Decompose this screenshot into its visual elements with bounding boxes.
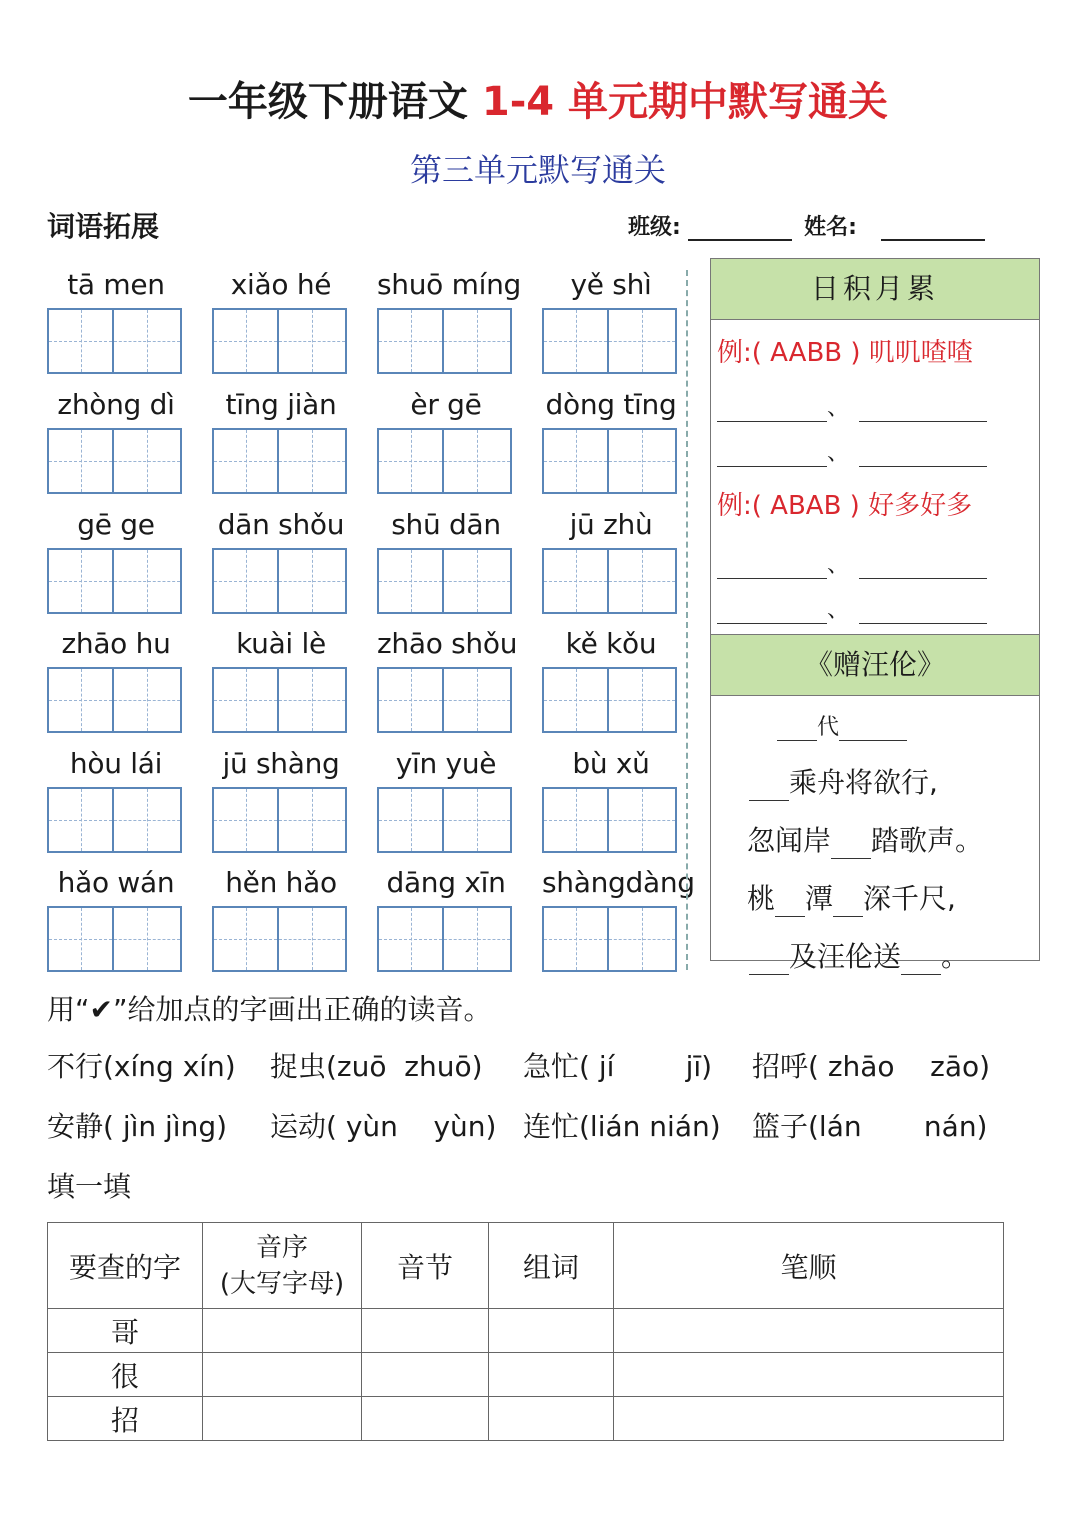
writing-grid [377,906,515,972]
writing-grid [47,787,185,853]
writing-cell[interactable] [609,787,677,853]
writing-grid [542,548,680,614]
name-label: 姓名: [804,215,857,240]
panel-header-accumulate: 日积月累 [711,259,1039,320]
writing-cell[interactable] [114,308,182,374]
header-char: 要查的字 [48,1223,203,1309]
pronunciation-choice[interactable]: 运动( yùn yùn) [270,1110,497,1143]
writing-cell[interactable] [47,667,114,733]
writing-grid [542,428,680,494]
page-title [0,70,1076,127]
word-item [212,508,350,614]
word-item [542,268,680,374]
writing-cell[interactable] [444,428,512,494]
example-abab: 例:( ABAB ) 好多好多 [717,491,973,521]
word-item [377,388,515,494]
student-info [628,210,985,241]
header-syllable: 音节 [362,1223,489,1309]
writing-cell[interactable] [279,906,347,972]
pinyin-label: zhòng dì [57,388,175,421]
answer-cell[interactable] [362,1397,489,1441]
writing-cell[interactable] [444,906,512,972]
row-char: 哥 [48,1309,203,1353]
word-item [212,866,350,972]
pinyin-label: shàngdàng [542,866,695,899]
writing-cell[interactable] [47,787,114,853]
writing-cell[interactable] [377,308,444,374]
writing-grid [212,428,350,494]
writing-grid [542,906,680,972]
writing-cell[interactable] [377,906,444,972]
answer-cell[interactable] [489,1309,614,1353]
writing-grid [542,787,680,853]
word-item [212,388,350,494]
writing-cell[interactable] [542,667,609,733]
pinyin-label: kuài lè [236,627,326,660]
table-row [48,1397,1004,1441]
writing-cell[interactable] [444,548,512,614]
writing-cell[interactable] [542,906,609,972]
name-input[interactable] [881,217,985,241]
pinyin-label: dān shǒu [217,508,345,541]
fill-table [47,1222,1004,1441]
table-row [48,1353,1004,1397]
answer-cell[interactable] [614,1309,1004,1353]
word-item [542,747,680,853]
page-subtitle: 第三单元默写通关 [409,151,666,189]
pinyin-label: bù xǔ [572,747,650,780]
pronunciation-choice[interactable]: 招呼( zhāo zāo) [752,1050,991,1083]
writing-cell[interactable] [609,308,677,374]
word-item [542,508,680,614]
writing-grid [377,308,515,374]
pinyin-label: tā men [67,268,165,301]
writing-cell[interactable] [279,428,347,494]
pronunciation-choice[interactable]: 捉虫(zuō zhuō) [270,1050,483,1083]
word-item [542,866,695,972]
fill-title: 填一填 [47,1170,132,1203]
word-item [212,747,350,853]
writing-grid [47,906,185,972]
pinyin-label: hòu lái [69,747,163,780]
writing-cell[interactable] [279,787,347,853]
writing-cell[interactable] [212,787,279,853]
pronunciation-choice[interactable]: 安静( jìn jìng) [47,1110,228,1143]
pinyin-label: dòng tīng [545,388,677,421]
divider [686,270,688,970]
writing-cell[interactable] [279,548,347,614]
pinyin-label: dāng xīn [386,866,506,899]
writing-cell[interactable] [542,308,609,374]
pinyin-label: hěn hǎo [225,866,337,899]
word-item [47,866,185,972]
word-item [47,268,185,374]
writing-grid [47,548,185,614]
writing-cell[interactable] [114,906,182,972]
word-item [542,627,680,733]
pronunciation-choice[interactable]: 急忙( jí jī) [523,1050,713,1083]
pinyin-label: shū dān [391,508,501,541]
answer-cell[interactable] [203,1353,362,1397]
writing-cell[interactable] [212,906,279,972]
answer-cell[interactable] [614,1397,1004,1441]
header-stroke: 笔顺 [614,1223,1004,1309]
writing-cell[interactable] [279,308,347,374]
pinyin-label: shuō míng [377,268,521,301]
writing-cell[interactable] [114,787,182,853]
writing-grid [47,667,185,733]
writing-grid [212,787,350,853]
writing-cell[interactable] [377,548,444,614]
writing-cell[interactable] [114,548,182,614]
check-instruction: 用“✔”给加点的字画出正确的读音。 [47,993,492,1026]
writing-cell[interactable] [377,787,444,853]
example-aabb: 例:( AABB ) 叽叽喳喳 [717,338,973,368]
writing-cell[interactable] [212,667,279,733]
writing-grid [542,308,680,374]
writing-cell[interactable] [609,548,677,614]
abab-answer-row-2[interactable]: 、 [711,593,1039,624]
pinyin-label: zhāo shǒu [377,627,518,660]
title-red-part: 1-4 单元期中默写通关 [481,79,889,125]
answer-cell[interactable] [489,1397,614,1441]
word-item [47,388,185,494]
writing-cell[interactable] [114,667,182,733]
writing-cell[interactable] [377,428,444,494]
class-input[interactable] [688,217,792,241]
writing-grid [47,308,185,374]
header-word: 组词 [489,1223,614,1309]
writing-grid [377,548,515,614]
title-black-part: 一年级下册语文 [187,79,482,125]
writing-cell[interactable] [377,667,444,733]
writing-cell[interactable] [444,787,512,853]
poem-line-3[interactable]: 桃 潭 深千尺, [747,882,956,915]
word-item [212,627,350,733]
pinyin-label: yīn yuè [395,747,497,780]
word-item [377,268,521,374]
word-item [47,627,185,733]
pinyin-label: èr gē [410,388,482,421]
writing-cell[interactable] [47,428,114,494]
writing-grid [212,906,350,972]
table-row [48,1309,1004,1353]
abab-answer-row-1[interactable]: 、 [711,548,1039,579]
writing-cell[interactable] [542,787,609,853]
writing-cell[interactable] [542,428,609,494]
writing-grid [212,308,350,374]
writing-cell[interactable] [542,548,609,614]
row-char: 招 [48,1397,203,1441]
row-char: 很 [48,1353,203,1397]
writing-cell[interactable] [609,667,677,733]
writing-cell[interactable] [609,428,677,494]
answer-cell[interactable] [362,1353,489,1397]
writing-cell[interactable] [47,906,114,972]
pinyin-label: tīng jiàn [225,388,337,421]
word-item [212,268,350,374]
poem-author-line[interactable]: 代 [711,710,1039,741]
word-item [47,508,185,614]
pinyin-label: gē ge [77,508,155,541]
aabb-answer-row-2[interactable]: 、 [711,436,1039,467]
poem-line-1[interactable]: 乘舟将欲行, [711,761,1039,801]
pronunciation-choice[interactable]: 不行(xíng xín) [47,1050,236,1083]
pinyin-label: kě kǒu [565,627,657,660]
writing-cell[interactable] [609,906,677,972]
pinyin-label: hǎo wán [57,866,175,899]
side-panel [710,258,1040,973]
class-label: 班级: [628,215,681,240]
word-item [542,388,680,494]
writing-cell[interactable] [444,308,512,374]
header-order: 音序 (大写字母) [203,1223,362,1309]
word-item [377,747,515,853]
writing-grid [212,548,350,614]
word-item [377,508,515,614]
word-item [377,866,515,972]
pronunciation-choice[interactable]: 连忙(lián nián) [523,1110,721,1143]
answer-cell[interactable] [489,1353,614,1397]
writing-cell[interactable] [279,667,347,733]
writing-cell[interactable] [47,308,114,374]
writing-grid [47,428,185,494]
poem-line-2[interactable]: 忽闻岸 踏歌声。 [747,824,984,857]
writing-cell[interactable] [444,667,512,733]
pinyin-label: xiǎo hé [230,268,332,301]
answer-cell[interactable] [203,1309,362,1353]
word-item [47,747,185,853]
writing-grid [542,667,680,733]
aabb-answer-row-1[interactable]: 、 [711,391,1039,422]
writing-grid [212,667,350,733]
writing-cell[interactable] [212,428,279,494]
writing-cell[interactable] [212,548,279,614]
panel-header-poem: 《赠汪伦》 [711,634,1039,696]
answer-cell[interactable] [203,1397,362,1441]
section-words-title: 词语拓展 [47,210,160,243]
poem-line-4[interactable]: 及汪伦送 。 [711,935,1039,975]
writing-grid [377,787,515,853]
pinyin-label: yě shì [570,268,652,301]
answer-cell[interactable] [362,1309,489,1353]
writing-cell[interactable] [212,308,279,374]
writing-grid [377,667,515,733]
writing-cell[interactable] [47,548,114,614]
writing-grid [377,428,515,494]
pronunciation-choice[interactable]: 篮子(lán nán) [752,1110,988,1143]
word-item [377,627,518,733]
pinyin-label: zhāo hu [61,627,171,660]
table-header-row [48,1223,1004,1309]
pinyin-label: jū shàng [222,747,340,780]
answer-cell[interactable] [614,1353,1004,1397]
pinyin-label: jū zhù [569,508,653,541]
writing-cell[interactable] [114,428,182,494]
